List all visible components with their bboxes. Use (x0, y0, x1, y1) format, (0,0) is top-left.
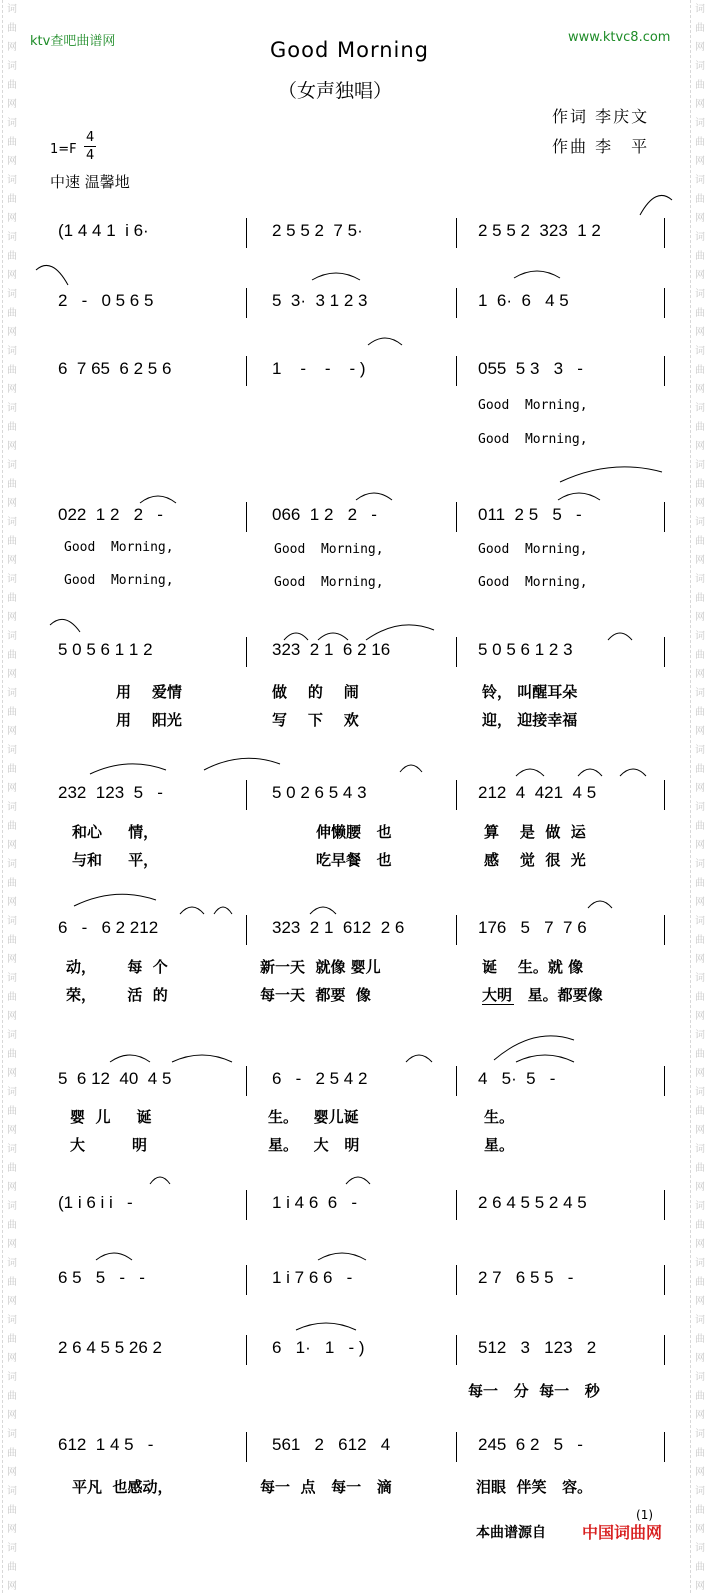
watermark-glyph: 词 (695, 1315, 705, 1326)
watermark-glyph: 网 (695, 555, 705, 566)
measure-notes: 5 3· 3 1 2 3 (272, 291, 368, 310)
watermark-glyph: 网 (7, 213, 17, 224)
site-watermark-left[interactable]: ktv查吧曲谱网 (30, 34, 116, 49)
watermark-glyph: 网 (695, 1467, 705, 1478)
measure-notes: 2 7 6 5 5 - (478, 1268, 574, 1287)
watermark-glyph: 曲 (7, 935, 17, 946)
measure-notes: 066 1 2 2 - (272, 505, 377, 524)
watermark-glyph: 曲 (695, 593, 705, 604)
watermark-glyph: 曲 (7, 137, 17, 148)
lyric-line: 与和 平， (72, 851, 159, 869)
watermark-glyph: 曲 (7, 707, 17, 718)
watermark-glyph: 词 (7, 973, 17, 984)
lyric-line: 泪眼 伴笑 容。 (476, 1478, 593, 1496)
measure-notes: 5 0 5 6 1 2 3 (478, 640, 573, 659)
slur-arc (214, 907, 232, 914)
slur-arc (180, 907, 204, 914)
lyric-line: 动， 每 个 (66, 958, 168, 976)
watermark-glyph: 曲 (695, 422, 705, 433)
watermark-glyph: 曲 (695, 878, 705, 889)
watermark-glyph: 词 (7, 517, 17, 528)
slur-arc (90, 764, 166, 774)
watermark-glyph: 词 (695, 1543, 705, 1554)
watermark-glyph: 词 (695, 175, 705, 186)
measure-notes: 5 6 12 40 4 5 (58, 1069, 172, 1088)
watermark-glyph: 网 (7, 897, 17, 908)
watermark-glyph: 网 (7, 840, 17, 851)
lyric-line: 铃， 叫醒耳朵 (482, 683, 578, 701)
watermark-glyph: 网 (695, 213, 705, 224)
slur-arc (368, 338, 402, 345)
measure-notes: 212 4 421 4 5 (478, 783, 597, 802)
slur-arc (312, 273, 360, 280)
measure-notes: 011 2 5 5 - (478, 505, 582, 524)
watermark-glyph: 曲 (695, 1448, 705, 1459)
watermark-glyph: 曲 (7, 992, 17, 1003)
slur-arc (516, 769, 544, 776)
watermark-glyph: 网 (7, 1410, 17, 1421)
slur-arc (366, 625, 434, 640)
key-signature: 1=F (50, 142, 77, 157)
lyric-line: 大 明 (70, 1136, 147, 1154)
measure-notes: 6 1· 1 - ) (272, 1338, 365, 1357)
watermark-glyph: 曲 (7, 1334, 17, 1345)
watermark-glyph: 曲 (695, 1562, 705, 1573)
watermark-glyph: 曲 (7, 1163, 17, 1174)
watermark-glyph: 网 (695, 384, 705, 395)
slur-arc (346, 1177, 370, 1184)
watermark-glyph: 网 (695, 441, 705, 452)
watermark-glyph: 网 (695, 270, 705, 281)
watermark-glyph: 词 (7, 688, 17, 699)
watermark-glyph: 网 (695, 954, 705, 965)
time-signature-bottom: 4 (86, 148, 95, 163)
slur-arc (204, 758, 280, 770)
watermark-glyph: 词 (7, 118, 17, 129)
lyric-line: Good Morning, (64, 573, 174, 588)
slur-arc (310, 907, 336, 914)
watermark-glyph: 网 (695, 1524, 705, 1535)
watermark-glyph: 曲 (7, 80, 17, 91)
watermark-glyph: 词 (7, 916, 17, 927)
lyric-line: Good Morning, (274, 575, 384, 590)
slur-arc (296, 1323, 356, 1330)
slur-arc (318, 633, 348, 640)
measure-notes: 612 1 4 5 - (58, 1435, 154, 1454)
lyric-line: 新一天 就像 婴儿 (260, 958, 381, 976)
watermark-glyph: 词 (7, 403, 17, 414)
watermark-glyph: 曲 (7, 650, 17, 661)
watermark-glyph: 曲 (695, 1391, 705, 1402)
song-title: Good Morning (270, 38, 429, 62)
watermark-glyph: 曲 (7, 821, 17, 832)
watermark-glyph: 曲 (7, 1220, 17, 1231)
watermark-glyph: 词 (7, 460, 17, 471)
watermark-glyph: 曲 (7, 479, 17, 490)
watermark-glyph: 曲 (695, 194, 705, 205)
slur-arc (50, 619, 80, 632)
slur-arc (284, 633, 308, 640)
slur-arc (560, 467, 662, 482)
slur-arc (36, 265, 68, 285)
watermark-glyph: 网 (7, 441, 17, 452)
watermark-glyph: 词 (7, 1201, 17, 1212)
watermark-glyph: 网 (7, 1581, 17, 1592)
watermark-glyph: 网 (7, 1068, 17, 1079)
lyric-line: 大明 星。都要像 (482, 986, 603, 1004)
watermark-glyph: 网 (695, 1239, 705, 1250)
watermark-glyph: 词 (695, 1144, 705, 1155)
slur-arc (578, 769, 602, 776)
watermark-glyph: 网 (7, 156, 17, 167)
watermark-glyph: 曲 (695, 1505, 705, 1516)
measure-notes: 1 6· 6 4 5 (478, 291, 569, 310)
lyric-line: 用 阳光 (116, 711, 182, 729)
slur-arc (406, 1055, 432, 1062)
watermark-glyph: 曲 (695, 80, 705, 91)
watermark-glyph: 词 (7, 574, 17, 585)
measure-notes: 6 - 6 2 212 (58, 918, 159, 937)
watermark-glyph: 词 (7, 631, 17, 642)
watermark-glyph: 网 (695, 42, 705, 53)
watermark-glyph: 曲 (695, 536, 705, 547)
watermark-glyph: 网 (695, 498, 705, 509)
measure-notes: 2 6 4 5 5 2 4 5 (478, 1193, 587, 1212)
watermark-glyph: 词 (695, 460, 705, 471)
watermark-glyph: 词 (695, 802, 705, 813)
watermark-glyph: 曲 (695, 1334, 705, 1345)
measure-notes: 561 2 612 4 (272, 1435, 391, 1454)
watermark-glyph: 曲 (695, 479, 705, 490)
watermark-glyph: 网 (695, 1353, 705, 1364)
measure-notes: 2 5 5 2 7 5· (272, 221, 363, 240)
measure-notes: 1 - - - ) (272, 359, 366, 378)
lyric-line: 每一 分 每一 秒 (468, 1382, 600, 1400)
watermark-glyph: 词 (7, 1258, 17, 1269)
lyric-line: 写 下 欢 (272, 711, 359, 729)
watermark-glyph: 曲 (695, 1277, 705, 1288)
watermark-glyph: 网 (7, 498, 17, 509)
slur-arc (640, 195, 672, 215)
watermark-glyph: 词 (695, 4, 705, 15)
lyric-line: 荣， 活 的 (66, 986, 168, 1004)
lyric-line: Good Morning, (478, 575, 588, 590)
measure-notes: 6 5 5 - - (58, 1268, 145, 1287)
watermark-glyph: 网 (695, 1581, 705, 1592)
lyric-line: 感 觉 很 光 (484, 851, 586, 869)
watermark-glyph: 网 (695, 99, 705, 110)
measure-notes: 1 i 7 6 6 - (272, 1268, 353, 1287)
slur-arc (150, 1177, 170, 1184)
watermark-glyph: 曲 (695, 1049, 705, 1060)
watermark-glyph: 词 (695, 61, 705, 72)
lyric-line: 平凡 也感动， (72, 1478, 173, 1496)
watermark-glyph: 词 (695, 1030, 705, 1041)
watermark-glyph: 词 (695, 916, 705, 927)
slur-arc (110, 1055, 150, 1062)
watermark-glyph: 网 (7, 99, 17, 110)
watermark-glyph: 网 (7, 1011, 17, 1022)
measure-notes: 055 5 3 3 - (478, 359, 583, 378)
measure-notes: 4 5· 5 - (478, 1069, 556, 1088)
watermark-glyph: 词 (695, 403, 705, 414)
lyric-line: 算 是 做 运 (484, 823, 586, 841)
measure-notes: 245 6 2 5 - (478, 1435, 583, 1454)
watermark-glyph: 词 (7, 1030, 17, 1041)
watermark-glyph: 曲 (7, 1049, 17, 1060)
measure-notes: 6 7 65 6 2 5 6 (58, 359, 172, 378)
watermark-glyph: 词 (695, 289, 705, 300)
slur-arc (356, 493, 392, 500)
time-signature-top: 4 (86, 130, 95, 145)
watermark-glyph: 曲 (695, 992, 705, 1003)
watermark-glyph: 网 (695, 612, 705, 623)
watermark-glyph: 曲 (7, 422, 17, 433)
watermark-glyph: 词 (695, 973, 705, 984)
watermark-glyph: 曲 (695, 1163, 705, 1174)
watermark-glyph: 曲 (695, 365, 705, 376)
measure-notes: 232 123 5 - (58, 783, 163, 802)
watermark-glyph: 网 (695, 1182, 705, 1193)
watermark-glyph: 曲 (7, 1391, 17, 1402)
watermark-glyph: 网 (7, 1296, 17, 1307)
watermark-glyph: 词 (695, 517, 705, 528)
watermark-glyph: 网 (7, 327, 17, 338)
watermark-glyph: 网 (695, 726, 705, 737)
tempo-marking: 中速 温馨地 (50, 173, 130, 191)
slur-arc (514, 271, 560, 278)
slur-arc (318, 1253, 366, 1260)
watermark-glyph: 曲 (695, 1106, 705, 1117)
lyric-line: 伸懒腰 也 (316, 823, 392, 841)
watermark-glyph: 词 (7, 232, 17, 243)
watermark-glyph: 网 (7, 612, 17, 623)
watermark-glyph: 网 (7, 1182, 17, 1193)
watermark-glyph: 曲 (7, 1277, 17, 1288)
watermark-glyph: 曲 (695, 821, 705, 832)
page-number-value: 1 (640, 1508, 649, 1522)
slur-arc (74, 894, 156, 906)
measure-notes: 323 2 1 612 2 6 (272, 918, 405, 937)
watermark-glyph: 词 (7, 745, 17, 756)
watermark-glyph: 曲 (7, 1448, 17, 1459)
watermark-glyph: 曲 (7, 878, 17, 889)
lyric-line: 生。 (484, 1108, 515, 1126)
lyric-line: 吃早餐 也 (316, 851, 392, 869)
watermark-glyph: 词 (695, 745, 705, 756)
watermark-glyph: 曲 (7, 1562, 17, 1573)
watermark-glyph: 词 (695, 1486, 705, 1497)
watermark-glyph: 词 (695, 1429, 705, 1440)
slur-arc (588, 901, 612, 908)
measure-notes: 2 5 5 2 323 1 2 (478, 221, 601, 240)
lyric-line: 做 的 闹 (272, 683, 359, 701)
watermark-glyph: 词 (695, 574, 705, 585)
lyric-line: Good Morning, (478, 542, 588, 557)
watermark-glyph: 曲 (7, 1505, 17, 1516)
watermark-glyph: 词 (695, 1201, 705, 1212)
watermark-glyph: 曲 (7, 365, 17, 376)
source-label: 本曲谱源自 (476, 1525, 546, 1541)
lyric-line: 生。 婴儿诞 (268, 1108, 359, 1126)
watermark-glyph: 词 (695, 1372, 705, 1383)
watermark-glyph: 曲 (7, 194, 17, 205)
watermark-glyph: 词 (7, 1087, 17, 1098)
watermark-glyph: 词 (7, 4, 17, 15)
lyric-line: 诞 生。就 像 (482, 958, 584, 976)
watermark-glyph: 网 (695, 1125, 705, 1136)
watermark-glyph: 曲 (7, 251, 17, 262)
slur-arc (140, 496, 176, 503)
watermark-glyph: 词 (7, 175, 17, 186)
watermark-glyph: 曲 (7, 593, 17, 604)
lyric-line: Good Morning, (274, 542, 384, 557)
watermark-glyph: 曲 (695, 650, 705, 661)
watermark-glyph: 词 (7, 1429, 17, 1440)
watermark-glyph: 词 (7, 289, 17, 300)
source-site-link[interactable]: 中国词曲网 (582, 1523, 663, 1542)
measure-notes: 5 0 2 6 5 4 3 (272, 783, 367, 802)
watermark-glyph: 曲 (7, 764, 17, 775)
watermark-glyph: 网 (7, 384, 17, 395)
watermark-glyph: 词 (695, 346, 705, 357)
watermark-glyph: 词 (7, 346, 17, 357)
watermark-glyph: 词 (7, 1315, 17, 1326)
watermark-glyph: 网 (7, 1239, 17, 1250)
watermark-glyph: 曲 (695, 707, 705, 718)
measure-notes: 2 6 4 5 5 26 2 (58, 1338, 162, 1357)
watermark-glyph: 词 (7, 802, 17, 813)
watermark-glyph: 词 (7, 1144, 17, 1155)
lyricist-credit: 作词 李庆文 (552, 107, 650, 126)
watermark-glyph: 曲 (7, 23, 17, 34)
measure-notes: 512 3 123 2 (478, 1338, 597, 1357)
song-subtitle: （女声独唱） (278, 80, 393, 102)
watermark-glyph: 词 (7, 1486, 17, 1497)
watermark-glyph: 网 (695, 1068, 705, 1079)
watermark-glyph: 网 (7, 1524, 17, 1535)
watermark-glyph: 词 (695, 859, 705, 870)
lyric-line: 每一 点 每一 滴 (260, 1478, 392, 1496)
slur-arc (172, 1055, 232, 1062)
watermark-glyph: 曲 (695, 23, 705, 34)
measure-notes: 5 0 5 6 1 1 2 (58, 640, 153, 659)
lyric-line: 迎， 迎接幸福 (482, 711, 578, 729)
measure-notes: 1 i 4 6 6 - (272, 1193, 358, 1212)
watermark-glyph: 词 (695, 688, 705, 699)
watermark-glyph: 网 (695, 1410, 705, 1421)
site-watermark-right[interactable]: www.ktvc8.com (568, 30, 671, 45)
watermark-glyph: 网 (7, 726, 17, 737)
watermark-glyph: 网 (7, 555, 17, 566)
watermark-glyph: 词 (695, 631, 705, 642)
watermark-glyph: 曲 (695, 308, 705, 319)
measure-notes: 2 - 0 5 6 5 (58, 291, 154, 310)
lyric-line: 和心 情， (72, 823, 159, 841)
watermark-glyph: 网 (695, 669, 705, 680)
lyric-line: 婴 儿 诞 (70, 1108, 152, 1126)
watermark-glyph: 网 (7, 954, 17, 965)
watermark-glyph: 词 (7, 859, 17, 870)
slur-arc (400, 765, 422, 772)
watermark-glyph: 曲 (7, 308, 17, 319)
measure-notes: 323 2 1 6 2 16 (272, 640, 391, 659)
watermark-glyph: 网 (695, 156, 705, 167)
slur-arc (620, 769, 646, 776)
watermark-glyph: 网 (695, 1296, 705, 1307)
page-number: (1) (636, 1508, 654, 1522)
lyric-line: 每一天 都要 像 (260, 986, 371, 1004)
watermark-glyph: 词 (695, 1087, 705, 1098)
measure-notes: 022 1 2 2 - (58, 505, 163, 524)
watermark-glyph: 网 (7, 1353, 17, 1364)
lyric-line: 星。 大 明 (268, 1136, 360, 1154)
watermark-glyph: 词 (695, 232, 705, 243)
slur-arc (608, 633, 632, 640)
watermark-glyph: 词 (7, 61, 17, 72)
watermark-glyph: 网 (7, 669, 17, 680)
watermark-glyph: 网 (695, 897, 705, 908)
measure-notes: 176 5 7 7 6 (478, 918, 587, 937)
composer-credit: 作曲 李 平 (552, 137, 650, 156)
watermark-glyph: 词 (7, 1543, 17, 1554)
watermark-glyph: 网 (695, 783, 705, 794)
watermark-glyph: 网 (695, 840, 705, 851)
watermark-glyph: 网 (7, 1467, 17, 1478)
watermark-glyph: 网 (695, 327, 705, 338)
measure-notes: (1 4 4 1 i 6· (58, 221, 149, 240)
lyric-line: Good Morning, (478, 398, 588, 413)
watermark-glyph: 曲 (695, 251, 705, 262)
lyric-line: 用 爱情 (116, 683, 182, 701)
watermark-glyph: 曲 (7, 1106, 17, 1117)
watermark-glyph: 曲 (695, 764, 705, 775)
watermark-glyph: 网 (7, 783, 17, 794)
watermark-glyph: 网 (7, 270, 17, 281)
watermark-glyph: 曲 (695, 935, 705, 946)
lyric-line: Good Morning, (478, 432, 588, 447)
measure-notes: (1 i 6 i i - (58, 1193, 133, 1212)
lyric-line: 星。 (484, 1136, 515, 1154)
slur-arc (516, 1055, 574, 1062)
watermark-glyph: 词 (695, 1258, 705, 1269)
slur-arc (96, 1253, 132, 1260)
watermark-glyph: 词 (695, 118, 705, 129)
watermark-glyph: 网 (7, 1125, 17, 1136)
lyric-line: Good Morning, (64, 540, 174, 555)
watermark-glyph: 曲 (695, 137, 705, 148)
slur-arc (558, 493, 600, 500)
measure-notes: 6 - 2 5 4 2 (272, 1069, 368, 1088)
watermark-glyph: 曲 (695, 1220, 705, 1231)
watermark-glyph: 曲 (7, 536, 17, 547)
watermark-glyph: 网 (695, 1011, 705, 1022)
watermark-glyph: 网 (7, 42, 17, 53)
watermark-glyph: 词 (7, 1372, 17, 1383)
